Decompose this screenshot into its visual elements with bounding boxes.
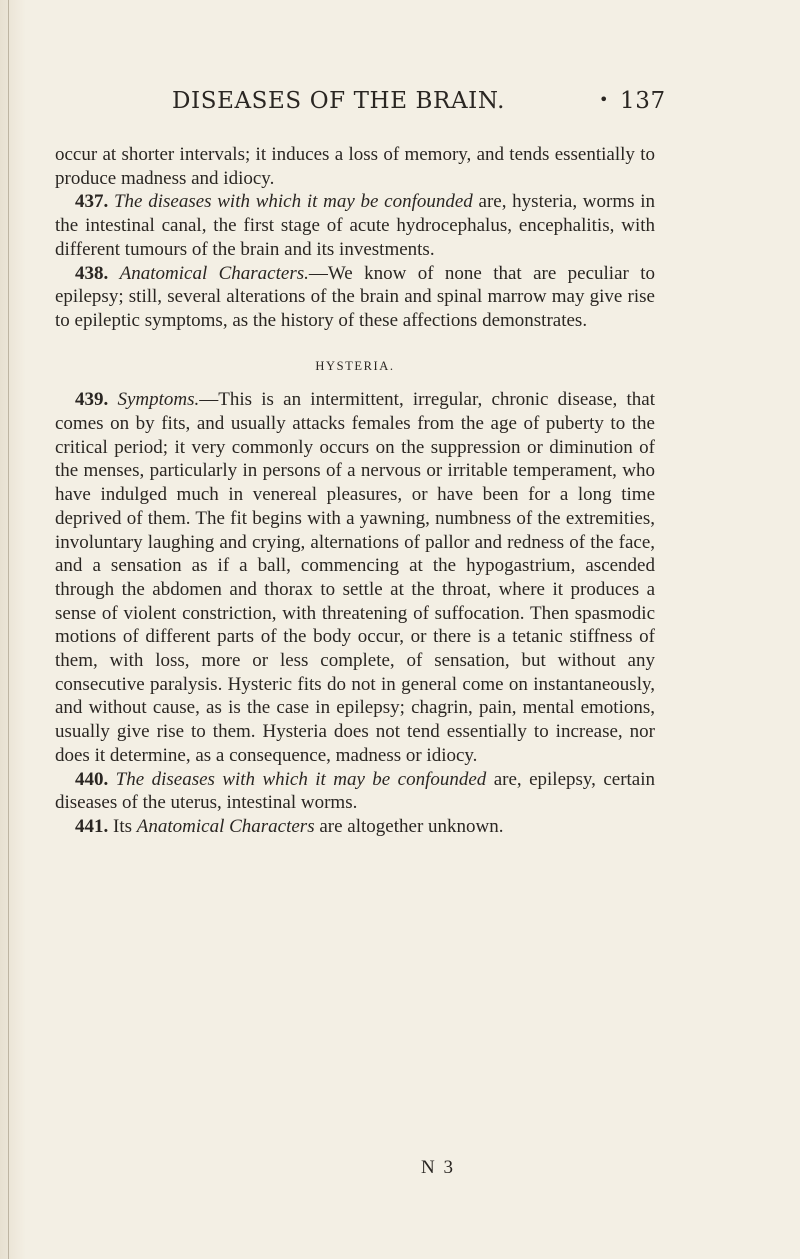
paragraph-number: 439. — [75, 389, 109, 411]
paragraph-heading: Anatomical Characters. — [119, 262, 309, 284]
paragraph-continued — [55, 143, 655, 190]
body-text — [55, 143, 655, 839]
section-heading: HYSTERIA. — [315, 358, 395, 373]
paragraph-text: —We know of none that are peculiar to epilepsy; still, several alterations of the brain and spinal marrow may give rise to epileptic symptoms, as the history of these affections demonstrates. — [55, 262, 655, 331]
printer-signature-mark: N 3 — [421, 1157, 455, 1178]
paragraph-heading: The diseases with which it may be confounded — [113, 191, 473, 213]
paragraph-text: occur at shorter intervals; it induces a loss of memory, and tends essentially to produce madness and idiocy. — [55, 144, 655, 189]
paragraph-438 — [55, 262, 655, 333]
running-title: DISEASES OF THE BRAIN. — [172, 88, 505, 114]
paragraph-437 — [55, 190, 655, 261]
paragraph-text: —This is an intermittent, irregular, chronic disease, that comes on by fits, and usually attacks females from the age of puberty to the critical period; it very commonly occurs on the suppression or diminution of the menses, particularly in persons of a nervous or irritable temperament, who have indulged much in venereal pleasures, or have been for a long time deprived of them. The fit begins with a yawning, numbness of the extremities, involuntary laughing and crying, alternations of pallor and redness of the face, and a sensation as if a ball, commencing at the hypogastrium, ascended through the abdomen and thorax to settle at the throat, where it produces a sense of violent constriction, with threatening of suffocation. Then spasmodic motions of different parts of the body occur, or there is a tetanic stiffness of them, with loss, more or less complete, of sensation, but without any consecutive paralysis. Hysteric fits do not in general come on instantaneously, and without cause, as is the case in epilepsy; chagrin, pain, mental emotions, usually give rise to them. Hysteria does not tend essentially to increase, nor does it determine, as a consequence, madness or idiocy. — [55, 389, 655, 766]
running-header — [55, 78, 755, 122]
paragraph-heading: Symptoms. — [117, 389, 200, 411]
paragraph-number: 440. — [75, 768, 109, 790]
header-bullet: • — [599, 90, 610, 109]
binding-edge-line — [8, 0, 9, 1259]
paragraph-prefix: Its — [113, 815, 132, 837]
paragraph-number: 437. — [75, 191, 109, 213]
page-gutter-shadow — [0, 0, 26, 1259]
paragraph-heading: The diseases with which it may be confounded — [115, 768, 487, 790]
paragraph-text: are altogether unknown. — [319, 815, 504, 837]
paragraph-439 — [55, 388, 655, 767]
book-page — [55, 78, 755, 837]
page-number: 137 — [620, 88, 666, 114]
paragraph-number: 438. — [75, 262, 109, 284]
paragraph-441 — [55, 815, 655, 839]
paragraph-heading: Anatomical Characters — [136, 815, 315, 837]
paragraph-text: are, epilepsy, certain diseases of the uterus, intestinal worms. — [55, 768, 656, 814]
paragraph-440 — [55, 768, 655, 815]
paragraph-text: are, hysteria, worms in the intestinal canal, the first stage of acute hydrocephalus, encephalitis, with different tumours of the brain and its investments. — [55, 191, 656, 260]
paragraph-number: 441. — [75, 815, 109, 837]
